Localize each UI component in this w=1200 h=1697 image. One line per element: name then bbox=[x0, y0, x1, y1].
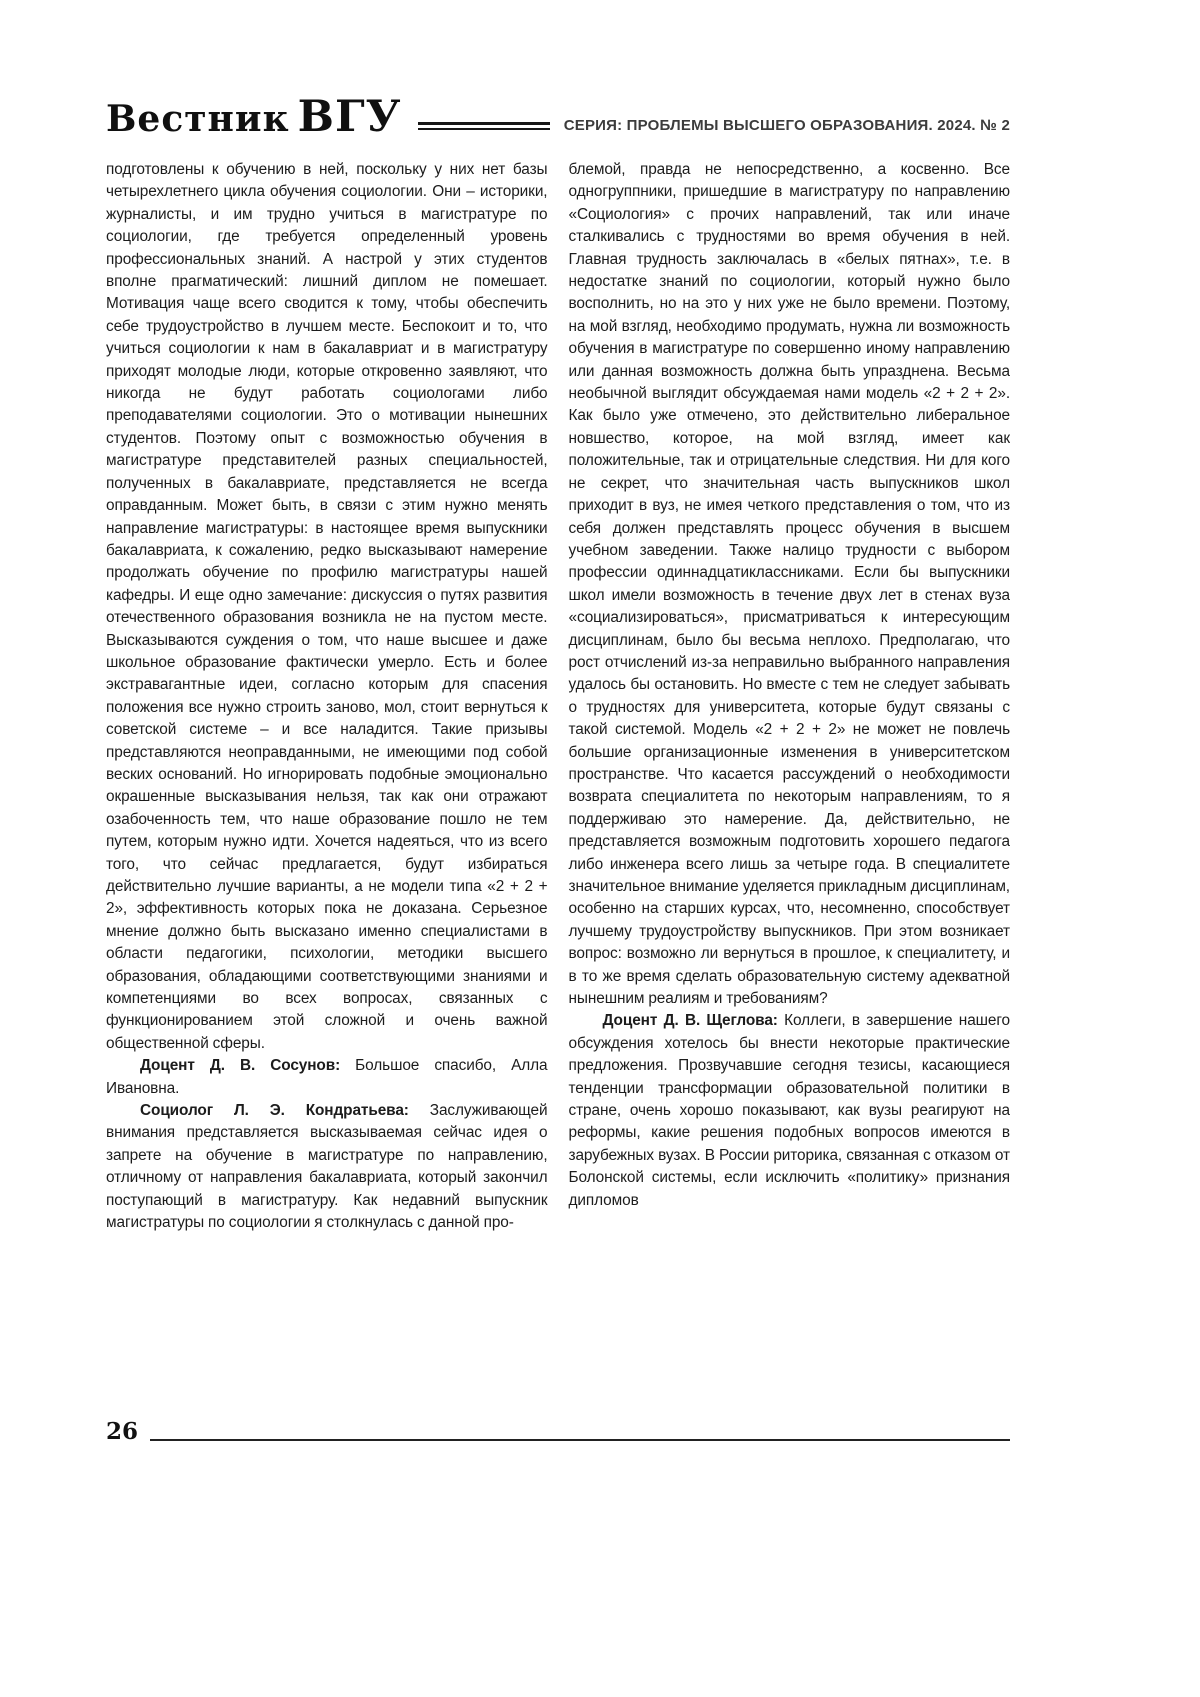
speaker-label: Доцент Д. В. Сосунов: bbox=[140, 1057, 341, 1075]
speaker-label: Социолог Л. Э. Кондратьева: bbox=[140, 1102, 409, 1120]
body-text: Коллеги, в завершение нашего обсуждения хотелось бы внести некоторые практические предложения. Прозвучавшие сегодня тезисы, касающиеся тенденции трансформации образовательной политики в стране, очень хорошо показывают, как вузы реагируют на реформы, какие решения подобных вопросов имеются в зарубежных вузах. В России риторика, связанная с отказом от Болонской системы, если исключить «политику» признания дипломов bbox=[568, 1012, 1010, 1209]
body-text: подготовлены к обучению в ней, поскольку у них нет базы четырехлетнего цикла обучения социологии. Они – историки, журналисты, и им трудно учиться в магистратуре по социологии, где требуется определенный уровень профессиональных знаний. А настрой у этих студентов вполне прагматический: лишний диплом не помешает. Мотивация чаще всего сводится к тому, чтобы обеспечить себе трудоустройство в лучшем месте. Беспокоит и то, что учиться социологии к нам в бакалавриат и в магистратуру приходят молодые люди, которые откровенно заявляют, что никогда не будут работать социологами либо преподавателями социологии. Это о мотивации нынешних студентов. Поэтому опыт с возможностью обучения в магистратуре представителей разных специальностей, полученных в бакалавриате, представляется не всегда оправданным. Может быть, в связи с этим нужно менять направление магистратуры: в настоящее время выпускники бакалавриата, к сожалению, редко высказывают намерение продолжать обучение по профилю магистратуры нашей кафедры. И еще одно замечание: дискуссия о путях развития отечественного образования возникла не на пустом месте. Высказываются суждения о том, что наше высшее и даже школьное образование фактически умерло. Есть и более экстравагантные идеи, согласно которым для спасения положения все нужно строить заново, мол, стоит вернуться к советской системе – и все наладится. Такие призывы представляются неоправданными, не имеющими под собой веских оснований. Но игнорировать подобные эмоционально окрашенные высказывания нельзя, так как они отражают озабоченность тем, что наше образование пошло не тем путем, которым нужно идти. Хочется надеяться, что из всего того, что сейчас предлагается, будут избираться действительно лучшие варианты, а не модели типа «2 + 2 + 2», эффективность которых пока не доказана. Серьезное мнение должно быть высказано именно специалистами в области педагогики, психологии, методики высшего образования, обладающими соответствующими знаниями и компетенциями во всех вопросах, связанных с функционированием этой сложной и очень важной общественной сферы. bbox=[106, 161, 548, 1052]
page-footer bbox=[106, 1420, 1010, 1443]
header-rule-bottom bbox=[418, 128, 550, 130]
paragraph bbox=[106, 159, 548, 1055]
footer-rule bbox=[150, 1439, 1010, 1441]
page-number: 26 bbox=[106, 1418, 139, 1445]
paragraph bbox=[106, 1100, 548, 1234]
body-text: Большое спасибо, Алла Ивановна. bbox=[106, 1057, 548, 1097]
series-title: СЕРИЯ: ПРОБЛЕМЫ ВЫСШЕГО ОБРАЗОВАНИЯ. 2024. № 2 bbox=[563, 117, 1010, 134]
paragraph bbox=[569, 159, 1011, 1010]
paragraph bbox=[569, 1010, 1011, 1212]
body-text: Заслуживающей внимания представляется высказываемая сейчас идея о запрете на обучение в магистратуре по направлению, отличному от направления бакалавриата, который закончил поступающий в магистратуру. Как недавний выпускник магистратуры по социологии я столкнулась с данной про- bbox=[106, 1102, 548, 1232]
right-column bbox=[569, 159, 1011, 1417]
article-body bbox=[106, 159, 1010, 1417]
journal-logo bbox=[106, 92, 402, 142]
left-column bbox=[106, 159, 548, 1417]
header-double-rule bbox=[418, 122, 550, 130]
paragraph bbox=[106, 1055, 548, 1100]
body-text: блемой, правда не непосредственно, а косвенно. Все одногруппники, пришедшие в магистратуру по направлению «Социология» с прочих направлений, так или иначе сталкивались с трудностями во время обучения в ней. Главная трудность заключалась в «белых пятнах», т.е. в недостатке знаний по социологии, который нужно было восполнить, но на это у них уже не было времени. Поэтому, на мой взгляд, необходимо продумать, нужна ли возможность обучения в магистратуре по совершенно иному направлению или данная возможность должна быть упразднена. Весьма необычной выглядит обсуждаемая нами модель «2 + 2 + 2». Как было уже отмечено, это действительно либеральное новшество, которое, на мой взгляд, имеет как положительные, так и отрицательные следствия. Ни для кого не секрет, что значительная часть выпускников школ приходит в вуз, не имея четкого представления о том, что из себя должен представлять процесс обучения в высшем учебном заведении. Также налицо трудности с выбором профессии одиннадцатиклассниками. Если бы выпускники школ имели возможность в течение двух лет в стенах вуза «социализироваться», присматриваться к интересующим дисциплинам, было бы весьма неплохо. Предполагаю, что рост отчислений из-за неправильно выбранного направления удалось бы остановить. Но вместе с тем не следует забывать о трудностях для университета, которые будут связаны с такой системой. Модель «2 + 2 + 2» не может не повлечь большие организационные изменения в университетском пространстве. Что касается рассуждений о необходимости возврата специалитета по некоторым направлениям, то я поддерживаю это намерение. Да, действительно, не представляется возможным подготовить хорошего педагога либо инженера всего лишь за четыре года. В специалитете значительное внимание уделяется прикладным дисциплинам, особенно на старших курсах, что, несомненно, способствует лучшему трудоустройству выпускников. При этом возникает вопрос: возможно ли вернуться в прошлое, к специалитету, и в то же время сделать образовательную систему адекватной нынешним реалиям и требованиям? bbox=[568, 161, 1010, 1008]
journal-logo-word1: Вестник bbox=[106, 98, 290, 140]
speaker-label: Доцент Д. В. Щеглова: bbox=[602, 1012, 778, 1030]
header-rule-top bbox=[418, 122, 550, 125]
journal-logo-word2: ВГУ bbox=[297, 92, 402, 142]
page-header bbox=[106, 92, 1010, 142]
